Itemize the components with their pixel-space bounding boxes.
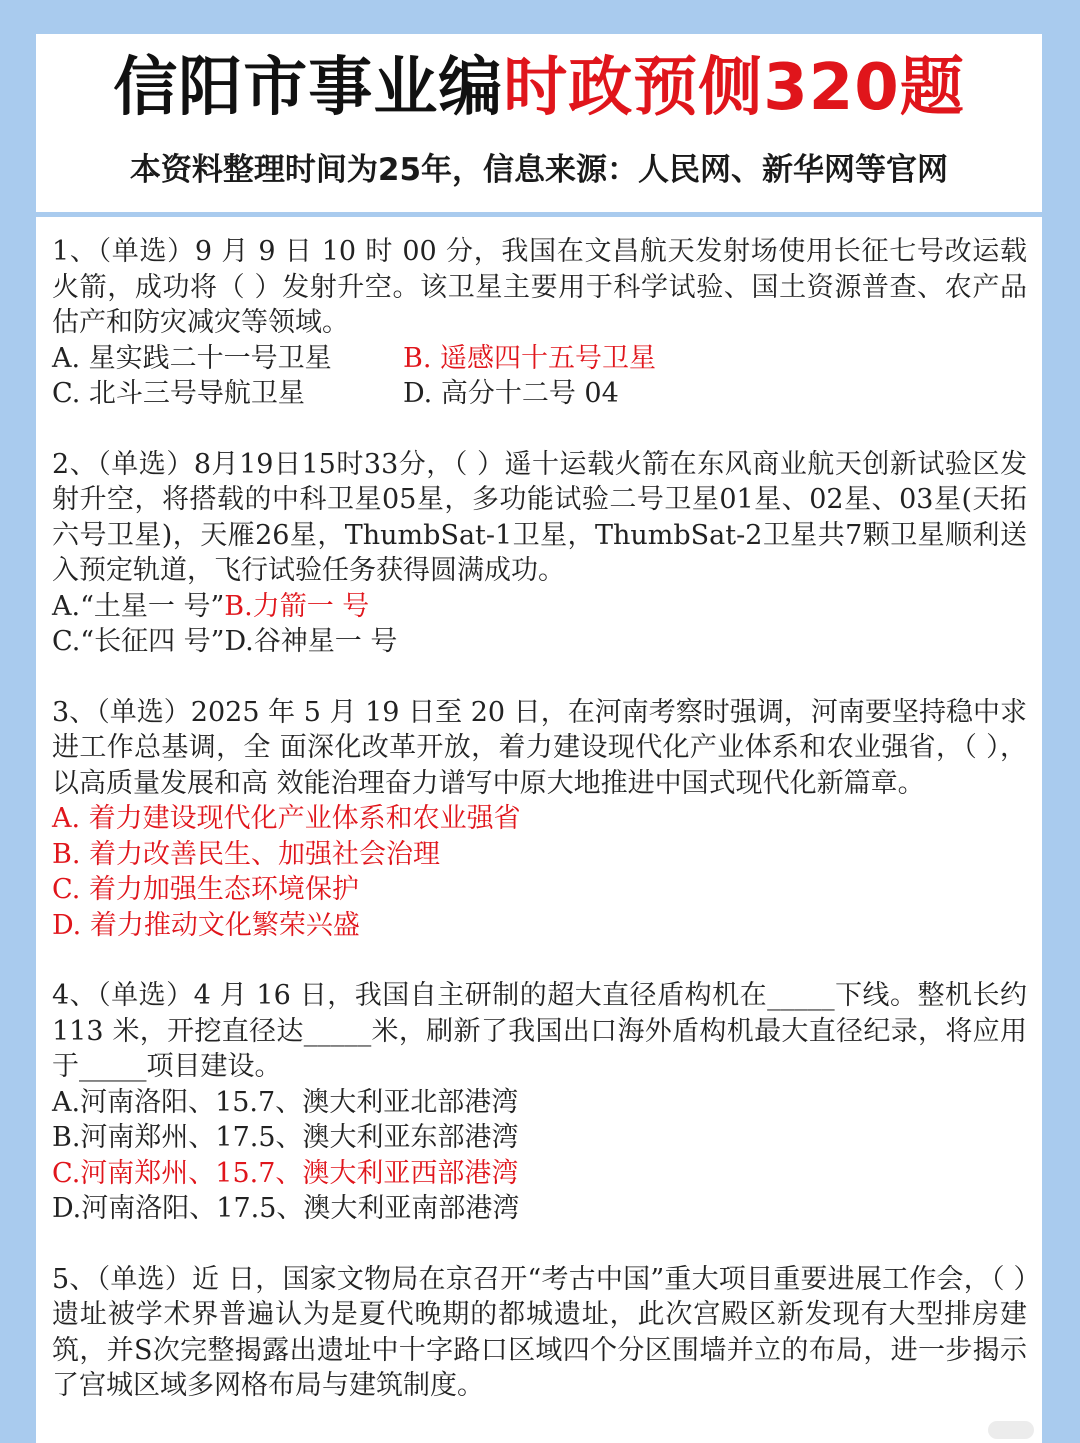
option-b-answer: B.力箭一 号 <box>224 590 370 622</box>
question-stem: 1、（单选）9 月 9 日 10 时 00 分，我国在文昌航天发射场使用长征七号改运载火箭，成功将（ ）发射升空。该卫星主要用于科学试验、国土资源普查、农产品估产和防灾减灾等领域。 <box>52 236 1027 338</box>
question-stem: 5、（单选）近 日，国家文物局在京召开“考古中国”重大项目重要进展工作会，（ ）遗址被学术界普遍认为是夏代晚期的都城遗址，此次宫殿区新发现有大型排房建筑，并S次完整揭露出遗址中十字路口区域四个分区围墙并立的布局，进一步揭示了宫城区域多网格布局与建筑制度。 <box>52 1263 1027 1401</box>
option-d: D.谷神星一 号 <box>224 626 398 657</box>
option-a-answer: A. 着力建设现代化产业体系和农业强省 <box>52 803 521 834</box>
page-title <box>36 48 1042 128</box>
option-a: A. 星实践二十一号卫星 <box>52 342 332 374</box>
question-1 <box>52 234 1027 412</box>
document-sheet <box>36 34 1042 1443</box>
option-b-answer: B. 遥感四十五号卫星 <box>403 342 657 374</box>
option-a: A.“土星一 号” <box>52 590 225 622</box>
question-2 <box>52 447 1027 660</box>
question-4 <box>52 978 1027 1227</box>
option-list <box>52 341 1027 412</box>
option-c: C. 北斗三号导航卫星 <box>52 378 305 409</box>
title-red-part: 时政预侧320题 <box>503 51 965 125</box>
option-c-answer: C.河南郑州、15.7、澳大利亚西部港湾 <box>52 1157 519 1189</box>
option-b-answer: B. 着力改善民生、加强社会治理 <box>52 838 441 870</box>
option-c-answer: C. 着力加强生态环境保护 <box>52 874 359 905</box>
option-d: D. 高分十二号 04 <box>403 378 619 409</box>
question-list <box>52 234 1027 1439</box>
option-d: D.河南洛阳、17.5、澳大利亚南部港湾 <box>52 1193 520 1224</box>
option-a: A.河南洛阳、15.7、澳大利亚北部港湾 <box>52 1086 519 1118</box>
option-row <box>52 589 1027 625</box>
option-d-answer: D. 着力推动文化繁荣兴盛 <box>52 909 360 941</box>
title-black-part: 信阳市事业编 <box>113 51 504 125</box>
question-stem: 4、（单选）4 月 16 日，我国自主研制的超大直径盾构机在_____下线。整机长约 113 米，开挖直径达_____米，刷新了我国出口海外盾构机最大直径纪录，将应用于_____项目建设。 <box>52 980 1027 1082</box>
watermark-mark <box>988 1421 1034 1439</box>
option-c: C.“长征四 号” <box>52 626 225 657</box>
option-row <box>52 624 1027 660</box>
question-5 <box>52 1262 1027 1404</box>
question-3 <box>52 695 1027 944</box>
header-divider <box>36 212 1042 217</box>
question-stem: 3、（单选）2025 年 5 月 19 日至 20 日，在河南考察时强调，河南要坚持稳中求进工作总基调，全 面深化改革开放，着力建设现代化产业体系和农业强省，（ ），以高质量发展和高 效能治理奋力谱写中原大地推进中国式现代化新篇章。 <box>52 696 1027 799</box>
option-b: B.河南郑州、17.5、澳大利亚东部港湾 <box>52 1122 519 1153</box>
page-subtitle: 本资料整理时间为25年，信息来源：人民网、新华网等官网 <box>129 152 949 188</box>
header <box>36 34 1042 214</box>
question-stem: 2、（单选）8月19日15时33分，（ ）遥十运载火箭在东风商业航天创新试验区发射升空，将搭载的中科卫星05星，多功能试验二号卫星01星、02星、03星(天拓六号卫星)，天雁26星，ThumbSat-1卫星，ThumbSat-2卫星共7颗卫星顺利送入预定轨道，飞行试验任务获得圆满成功。 <box>52 448 1027 586</box>
